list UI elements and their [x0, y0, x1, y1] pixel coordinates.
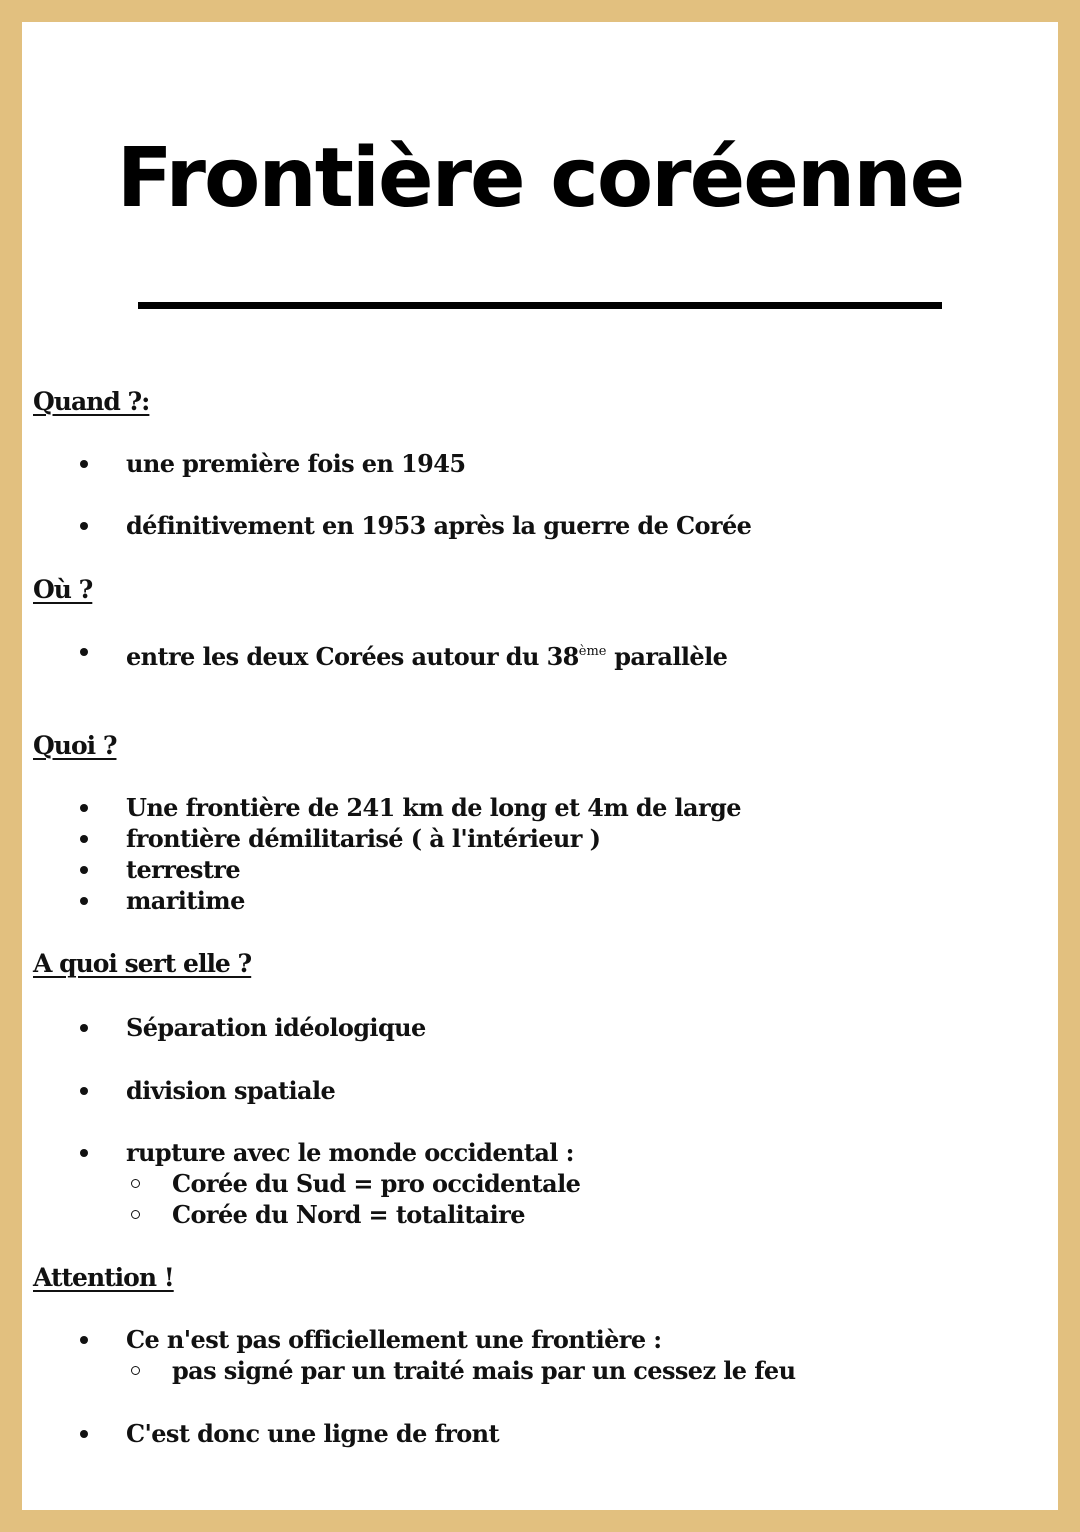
heading-ou: Où ? — [33, 575, 93, 604]
bullet-icon — [80, 1430, 88, 1438]
list-item — [0, 1012, 1080, 1044]
list-item — [0, 448, 1080, 480]
title-divider — [138, 302, 942, 309]
bullet-icon — [80, 804, 88, 812]
list-item — [0, 885, 1080, 917]
list-item-text: Séparation idéologique — [126, 1013, 426, 1042]
bullet-icon — [80, 648, 88, 656]
list-item-text: rupture avec le monde occidental : — [126, 1138, 574, 1167]
bullet-icon — [80, 1336, 88, 1344]
bullet-icon — [80, 897, 88, 905]
list-item-text: définitivement en 1953 après la guerre de Corée — [126, 511, 752, 540]
sub-list-item — [0, 1168, 1080, 1200]
circle-bullet-icon — [131, 1210, 140, 1219]
heading-quand: Quand ?: — [33, 387, 150, 416]
list-item — [0, 792, 1080, 824]
circle-bullet-icon — [131, 1366, 140, 1375]
list-item — [0, 1137, 1080, 1169]
sub-list-item-text: Corée du Nord = totalitaire — [172, 1200, 525, 1229]
bullet-icon — [80, 866, 88, 874]
list-item-text: C'est donc une ligne de front — [126, 1419, 500, 1448]
bullet-icon — [80, 1087, 88, 1095]
list-item-text: division spatiale — [126, 1076, 336, 1105]
heading-a-quoi: A quoi sert elle ? — [33, 949, 252, 978]
bullet-icon — [80, 1024, 88, 1032]
list-item — [0, 823, 1080, 855]
bullet-icon — [80, 522, 88, 530]
list-item-text: une première fois en 1945 — [126, 449, 466, 478]
list-item-text: Ce n'est pas officiellement une frontière : — [126, 1325, 662, 1354]
bullet-icon — [80, 460, 88, 468]
heading-attention: Attention ! — [33, 1263, 174, 1292]
heading-quoi: Quoi ? — [33, 731, 117, 760]
sub-list-item-text: Corée du Sud = pro occidentale — [172, 1169, 581, 1198]
list-item — [0, 510, 1080, 542]
list-item — [0, 1418, 1080, 1450]
list-item-text: Une frontière de 241 km de long et 4m de large — [126, 793, 741, 822]
list-item — [0, 636, 1080, 671]
circle-bullet-icon — [131, 1179, 140, 1188]
list-item — [0, 1324, 1080, 1356]
sub-list-item — [0, 1355, 1080, 1387]
list-item — [0, 1075, 1080, 1107]
sub-list-item — [0, 1199, 1080, 1231]
sub-list-item-text: pas signé par un traité mais par un cessez le feu — [172, 1356, 796, 1385]
list-item-text: entre les deux Corées autour du 38ème parallèle — [126, 642, 728, 671]
page-sheet — [22, 22, 1058, 1510]
page-title: Frontière coréenne — [116, 131, 964, 226]
bullet-icon — [80, 835, 88, 843]
list-item-text: frontière démilitarisé ( à l'intérieur ) — [126, 824, 601, 853]
list-item — [0, 854, 1080, 886]
bullet-icon — [80, 1149, 88, 1157]
list-item-text: terrestre — [126, 855, 241, 884]
list-item-text: maritime — [126, 886, 245, 915]
